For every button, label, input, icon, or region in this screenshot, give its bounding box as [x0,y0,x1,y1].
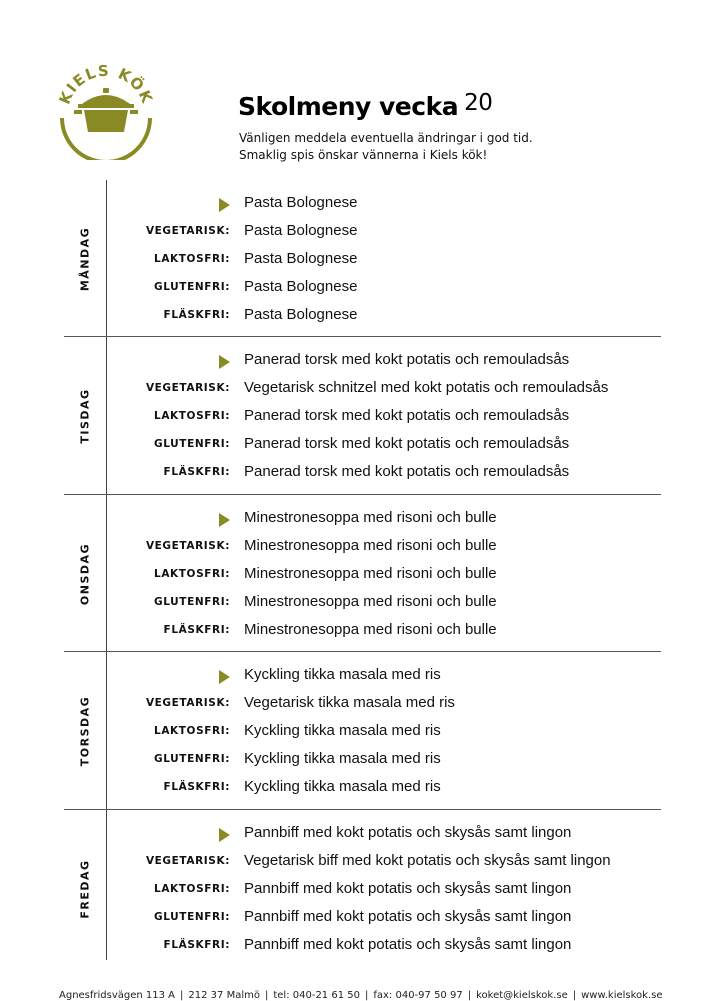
vegetarian-dish: Vegetarisk schnitzel med kokt potatis och remouladsås [244,379,609,396]
subtitle-line: Smaklig spis önskar vännerna i Kiels kök! [239,148,488,162]
vegetarian-row [106,536,666,558]
vegetarian-dish: Vegetarisk biff med kokt potatis och skysås samt lingon [244,852,611,869]
lactose-free-row [106,249,666,271]
pork-free-dish: Kyckling tikka masala med ris [244,778,441,795]
footer-contact: Agnesfridsvägen 113 A | 212 37 Malmö | tel: 040-21 61 50 | fax: 040-97 50 97 | koket@kielskok.se | www.kielskok.se [59,990,663,1001]
lactose-free-label: LAKTOSFRI: [154,568,230,580]
vegetarian-label: VEGETARISK: [145,855,230,867]
day-label-2 [64,337,106,495]
pork-free-row [106,777,666,799]
lactose-free-label: LAKTOSFRI: [154,725,230,737]
pork-free-label: FLÄSKFRI: [163,309,230,321]
gluten-free-label: GLUTENFRI: [154,911,230,923]
pork-free-label: FLÄSKFRI: [163,466,230,478]
main-dish-row [106,350,666,372]
arrow-right-icon [219,355,230,369]
lactose-free-label: LAKTOSFRI: [154,883,230,895]
lactose-free-dish: Panerad torsk med kokt potatis och remouladsås [244,407,570,424]
footer-phone: tel: 040-21 61 50 [273,990,360,1001]
pork-free-dish: Panerad torsk med kokt potatis och remouladsås [244,463,570,480]
vegetarian-label: VEGETARISK: [145,697,230,709]
gluten-free-dish: Pasta Bolognese [244,278,358,295]
day-label-3 [64,495,106,653]
vegetarian-label: VEGETARISK: [145,382,230,394]
footer-email[interactable]: koket@kielskok.se [476,990,568,1001]
lactose-free-row [106,564,666,586]
gluten-free-row [106,434,666,456]
pork-free-dish: Pasta Bolognese [244,306,358,323]
pork-free-row [106,462,666,484]
footer-city: 212 37 Malmö [188,990,260,1001]
day-label-1 [64,180,106,338]
gluten-free-label: GLUTENFRI: [154,753,230,765]
vegetarian-label: VEGETARISK: [145,540,230,552]
main-dish-row [106,193,666,215]
gluten-free-dish: Pannbiff med kokt potatis och skysås samt lingon [244,908,572,925]
lactose-free-dish: Minestronesoppa med risoni och bulle [244,565,497,582]
lactose-free-dish: Pasta Bolognese [244,250,358,267]
lactose-free-dish: Pannbiff med kokt potatis och skysås samt lingon [244,880,572,897]
kiels-kok-logo [52,52,160,160]
day-name: TISDAG [78,388,92,444]
footer-address: Agnesfridsvägen 113 A [59,990,176,1001]
arrow-right-icon [219,828,230,842]
arrow-right-icon [219,513,230,527]
week-number: 20 [464,90,493,116]
pork-free-row [106,935,666,957]
lactose-free-label: LAKTOSFRI: [154,410,230,422]
day-name: FREDAG [78,859,92,919]
pork-free-dish: Minestronesoppa med risoni och bulle [244,621,497,638]
gluten-free-label: GLUTENFRI: [154,281,230,293]
vegetarian-row [106,378,666,400]
gluten-free-dish: Panerad torsk med kokt potatis och remouladsås [244,435,570,452]
lactose-free-dish: Kyckling tikka masala med ris [244,722,441,739]
day-divider [64,651,661,652]
gluten-free-row [106,277,666,299]
pork-free-row [106,620,666,642]
pork-free-label: FLÄSKFRI: [163,624,230,636]
vegetarian-row [106,693,666,715]
day-name: TORSDAG [78,695,92,767]
gluten-free-dish: Minestronesoppa med risoni och bulle [244,593,497,610]
footer-website[interactable]: www.kielskok.se [581,990,663,1001]
main-dish-dish: Panerad torsk med kokt potatis och remouladsås [244,351,570,368]
vegetarian-row [106,851,666,873]
vegetarian-label: VEGETARISK: [145,225,230,237]
vegetarian-dish: Pasta Bolognese [244,222,358,239]
vegetarian-dish: Minestronesoppa med risoni och bulle [244,537,497,554]
vegetarian-dish: Vegetarisk tikka masala med ris [244,694,455,711]
gluten-free-row [106,592,666,614]
day-divider [64,494,661,495]
day-name: MÅNDAG [78,226,92,292]
main-dish-row [106,665,666,687]
lactose-free-row [106,879,666,901]
pork-free-dish: Pannbiff med kokt potatis och skysås samt lingon [244,936,572,953]
gluten-free-dish: Kyckling tikka masala med ris [244,750,441,767]
title-text: Skolmeny vecka [238,92,459,121]
page-title [238,92,492,121]
day-divider [64,336,661,337]
arrow-right-icon [219,670,230,684]
day-label-5 [64,810,106,968]
pork-free-label: FLÄSKFRI: [163,781,230,793]
main-dish-dish: Kyckling tikka masala med ris [244,666,441,683]
gluten-free-row [106,749,666,771]
main-dish-dish: Minestronesoppa med risoni och bulle [244,509,497,526]
day-divider [64,809,661,810]
footer-fax: fax: 040-97 50 97 [373,990,463,1001]
main-dish-row [106,823,666,845]
pork-free-label: FLÄSKFRI: [163,939,230,951]
svg-text:KIELS KÖK: KIELS KÖK [55,61,157,107]
day-label-4 [64,652,106,810]
main-dish-dish: Pannbiff med kokt potatis och skysås samt lingon [244,824,572,841]
arrow-right-icon [219,198,230,212]
main-dish-dish: Pasta Bolognese [244,194,358,211]
main-dish-row [106,508,666,530]
gluten-free-row [106,907,666,929]
subtitle [239,130,533,164]
lactose-free-row [106,721,666,743]
gluten-free-label: GLUTENFRI: [154,438,230,450]
lactose-free-row [106,406,666,428]
vegetarian-row [106,221,666,243]
pork-free-row [106,305,666,327]
day-name: ONSDAG [78,542,92,606]
subtitle-line: Vänligen meddela eventuella ändringar i god tid. [239,131,533,145]
lactose-free-label: LAKTOSFRI: [154,253,230,265]
gluten-free-label: GLUTENFRI: [154,596,230,608]
